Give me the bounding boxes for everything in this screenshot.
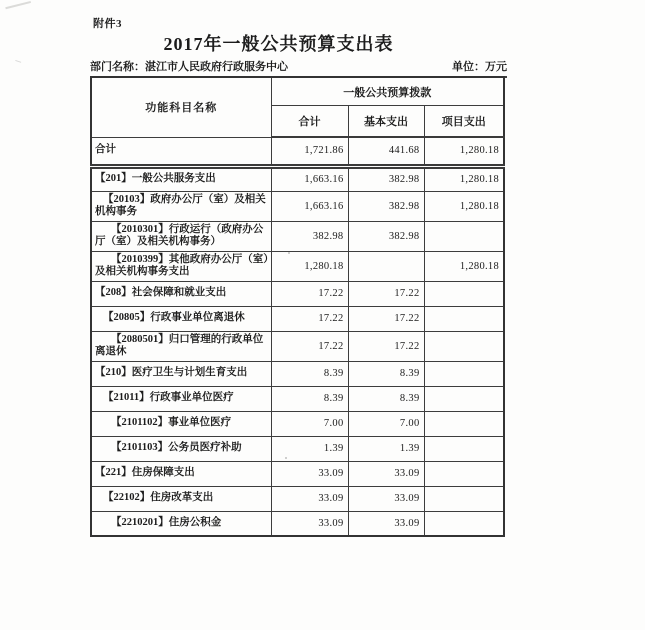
row-total-value: 8.39	[271, 361, 348, 386]
budget-table	[90, 76, 505, 537]
page-title: 2017年一般公共预算支出表	[163, 34, 394, 54]
row-basic-value: 33.09	[348, 511, 424, 536]
row-project-value	[424, 411, 504, 436]
row-basic-value: 17.22	[348, 306, 424, 331]
row-basic-value: 33.09	[348, 461, 424, 486]
row-basic-value: 17.22	[348, 331, 424, 361]
row-total-value: 1,663.16	[271, 191, 348, 221]
table-row	[91, 331, 504, 361]
meta-row	[90, 58, 507, 78]
table-row	[91, 436, 504, 461]
row-subject-name: 【2010399】其他政府办公厅（室）及相关机构事务支出	[91, 251, 271, 281]
row-subject-name: 【21011】行政事业单位医疗	[91, 386, 271, 411]
row-basic-value: 382.98	[348, 221, 424, 251]
row-basic-value: 33.09	[348, 486, 424, 511]
row-total-value: 33.09	[271, 511, 348, 536]
row-total-value: 382.98	[271, 221, 348, 251]
basic-column-header: 基本支出	[348, 106, 424, 138]
row-total-value: 8.39	[271, 386, 348, 411]
table-body	[91, 137, 504, 536]
row-basic-value: 17.22	[348, 281, 424, 306]
department-name-label: 部门名称：湛江市人民政府行政服务中心	[90, 61, 288, 73]
attachment-label: 附件3	[93, 18, 122, 30]
header-row-group	[91, 77, 504, 106]
row-subject-name: 【2010301】行政运行（政府办公厅（室）及相关机构事务）	[91, 221, 271, 251]
row-subject-name: 【20103】政府办公厅（室）及相关机构事务	[91, 191, 271, 221]
table-row	[91, 166, 504, 191]
unit-label: 单位：万元	[452, 61, 507, 73]
row-project-value: 1,280.18	[424, 137, 504, 166]
row-project-value	[424, 361, 504, 386]
row-subject-name: 【2080501】归口管理的行政单位离退休	[91, 331, 271, 361]
scan-artifact	[285, 457, 287, 459]
project-column-header: 项目支出	[424, 106, 504, 138]
table-row	[91, 251, 504, 281]
table-header	[91, 77, 504, 137]
table-row	[91, 306, 504, 331]
row-project-value	[424, 461, 504, 486]
table-row	[91, 461, 504, 486]
row-subject-name: 【208】社会保障和就业支出	[91, 281, 271, 306]
total-column-header: 合计	[271, 106, 348, 138]
row-project-value	[424, 386, 504, 411]
row-project-value: 1,280.18	[424, 166, 504, 191]
row-project-value	[424, 331, 504, 361]
row-project-value	[424, 281, 504, 306]
table-row	[91, 511, 504, 536]
row-subject-name: 【2101103】公务员医疗补助	[91, 436, 271, 461]
row-basic-value: 7.00	[348, 411, 424, 436]
row-total-value: 33.09	[271, 461, 348, 486]
table-row	[91, 486, 504, 511]
row-basic-value: 8.39	[348, 361, 424, 386]
row-subject-name: 【210】医疗卫生与计划生育支出	[91, 361, 271, 386]
row-total-value: 1,663.16	[271, 166, 348, 191]
row-project-value	[424, 306, 504, 331]
scan-artifact	[5, 1, 32, 16]
table-row	[91, 137, 504, 166]
table-row	[91, 361, 504, 386]
row-total-value: 1,721.86	[271, 137, 348, 166]
row-subject-name: 【2210201】住房公积金	[91, 511, 271, 536]
row-total-value: 17.22	[271, 281, 348, 306]
row-project-value: 1,280.18	[424, 191, 504, 221]
row-subject-name: 【221】住房保障支出	[91, 461, 271, 486]
scan-artifact	[288, 252, 290, 254]
row-total-value: 17.22	[271, 306, 348, 331]
table-row	[91, 191, 504, 221]
row-basic-value: 382.98	[348, 191, 424, 221]
row-total-value: 33.09	[271, 486, 348, 511]
row-project-value	[424, 511, 504, 536]
row-project-value	[424, 486, 504, 511]
row-basic-value: 441.68	[348, 137, 424, 166]
row-subject-name: 【201】一般公共服务支出	[91, 166, 271, 191]
table-row	[91, 386, 504, 411]
row-subject-name: 合计	[91, 137, 271, 166]
row-subject-name: 【22102】住房改革支出	[91, 486, 271, 511]
scan-artifact	[15, 55, 23, 63]
row-total-value: 7.00	[271, 411, 348, 436]
row-total-value: 1,280.18	[271, 251, 348, 281]
table-row	[91, 221, 504, 251]
table-row	[91, 411, 504, 436]
row-total-value: 1.39	[271, 436, 348, 461]
row-basic-value: 1.39	[348, 436, 424, 461]
row-project-value	[424, 436, 504, 461]
row-basic-value: 8.39	[348, 386, 424, 411]
row-subject-name: 【2101102】事业单位医疗	[91, 411, 271, 436]
row-total-value: 17.22	[271, 331, 348, 361]
group-column-header: 一般公共预算拨款	[271, 77, 504, 106]
row-project-value	[424, 221, 504, 251]
table-row	[91, 281, 504, 306]
subject-column-header: 功能科目名称	[91, 77, 271, 137]
row-basic-value: 382.98	[348, 166, 424, 191]
row-subject-name: 【20805】行政事业单位离退休	[91, 306, 271, 331]
row-basic-value	[348, 251, 424, 281]
row-project-value: 1,280.18	[424, 251, 504, 281]
